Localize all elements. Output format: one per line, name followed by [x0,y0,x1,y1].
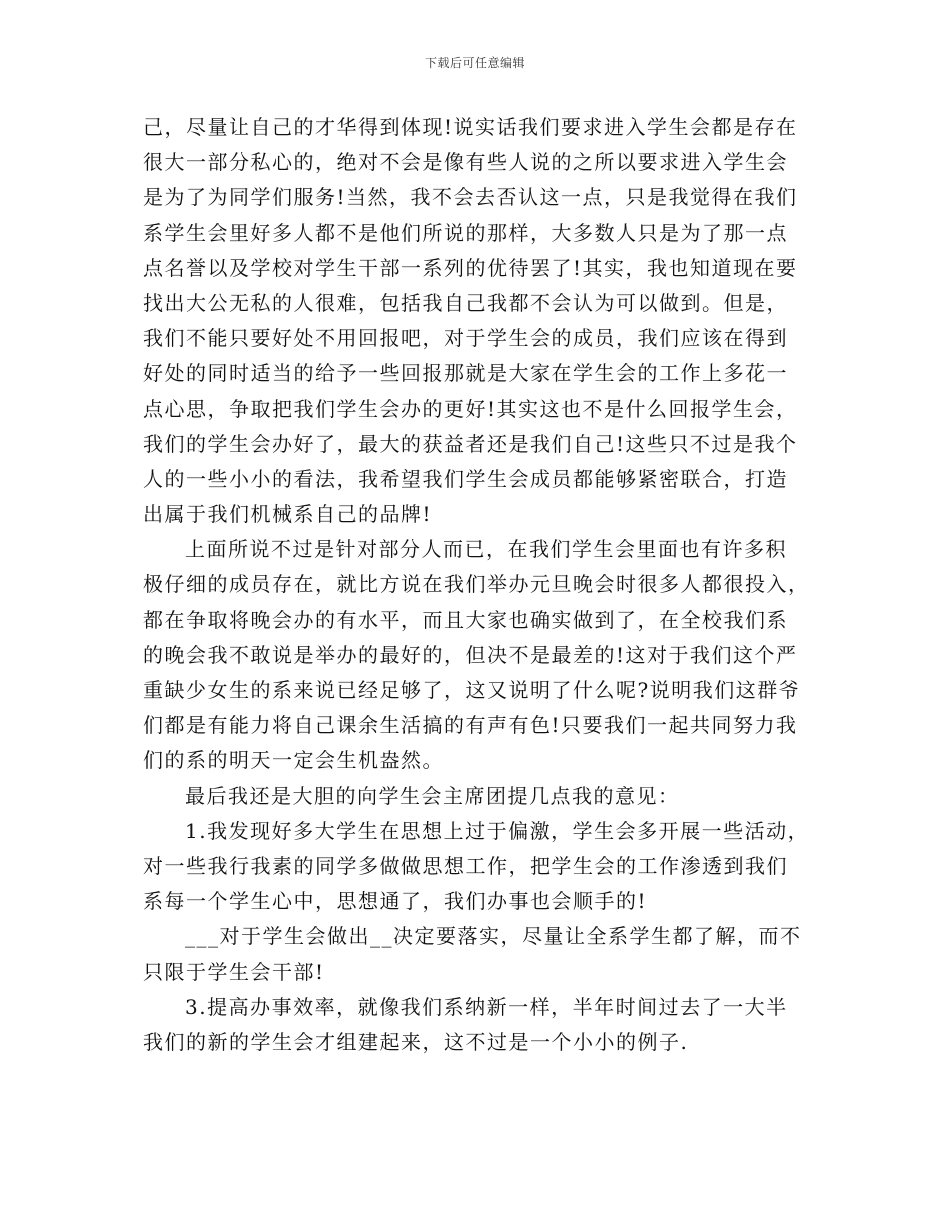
text-line: 我们不能只要好处不用回报吧，对于学生会的成员，我们应该在得到 [143,326,788,351]
text-line: 上面所说不过是针对部分人而已，在我们学生会里面也有许多积 [185,537,787,562]
text-line: 己，尽量让自己的才华得到体现!说实话我们要求进入学生会都是存在 [143,115,798,139]
text-line: 点心思，争取把我们学生会办的更好!其实这也不是什么回报学生会， [143,396,798,421]
text-line: 极仔细的成员存在，就比方说在我们举办元旦晚会时很多人都很投入， [143,572,810,597]
text-line: 重缺少女生的系来说已经足够了，这又说明了什么呢?说明我们这群爷 [143,678,801,702]
text-line: 点名誉以及学校对学生干部一系列的优待罢了!其实，我也知道现在要 [143,255,798,280]
page-header: 下载后可任意编辑 [424,56,525,70]
document-body [143,110,810,1060]
text-line: 系每一个学生心中，思想通了，我们办事也会顺手的! [143,889,648,914]
text-line: 系学生会里好多人都不是他们所说的那样，大多数人只是为了那一点 [143,220,788,245]
text-line: 对一些我行我素的同学多做做思想工作，把学生会的工作渗透到我们 [143,853,788,878]
text-line: 我们的新的学生会才组建起来，这不过是一个小小的例子. [143,1029,689,1054]
text-line: 找出大公无私的人很难，包括我自己我都不会认为可以做到。但是， [143,290,788,315]
text-line: 是为了为同学们服务!当然，我不会去否认这一点，只是我觉得在我们 [143,185,798,210]
text-line: ___对于学生会做出__决定要落实，尽量让全系学生都了解，而不 [185,924,802,949]
text-line: 好处的同时适当的给予一些回报那就是大家在学生会的工作上多花一 [143,361,788,386]
text-line: 很大一部分私心的，绝对不会是像有些人说的之所以要求进入学生会 [143,150,788,175]
text-line: 都在争取将晚会办的有水平，而且大家也确实做到了，在全校我们系 [143,607,788,632]
text-line: 的晚会我不敢说是举办的最好的，但决不是最差的!这对于我们这个严 [143,642,798,667]
text-line: 我们的学生会办好了，最大的获益者还是我们自己!这些只不过是我个 [143,431,798,456]
text-line: 最后我还是大胆的向学生会主席团提几点我的意见： [185,783,680,808]
text-line: 人的一些小小的看法，我希望我们学生会成员都能够紧密联合，打造 [143,466,788,491]
text-line: 出属于我们机械系自己的品牌! [143,502,433,527]
text-line: 们的系的明天一定会生机盎然。 [143,748,444,773]
text-line: 们都是有能力将自己课余生活搞的有声有色!只要我们一起共同努力我 [143,713,798,738]
text-line: 只限于学生会干部! [143,959,325,984]
text-line: 1.我发现好多大学生在思想上过于偏激，学生会多开展一些活动， [185,818,810,843]
text-line: 3.提高办事效率，就像我们系纳新一样，半年时间过去了一大半 [185,994,788,1019]
